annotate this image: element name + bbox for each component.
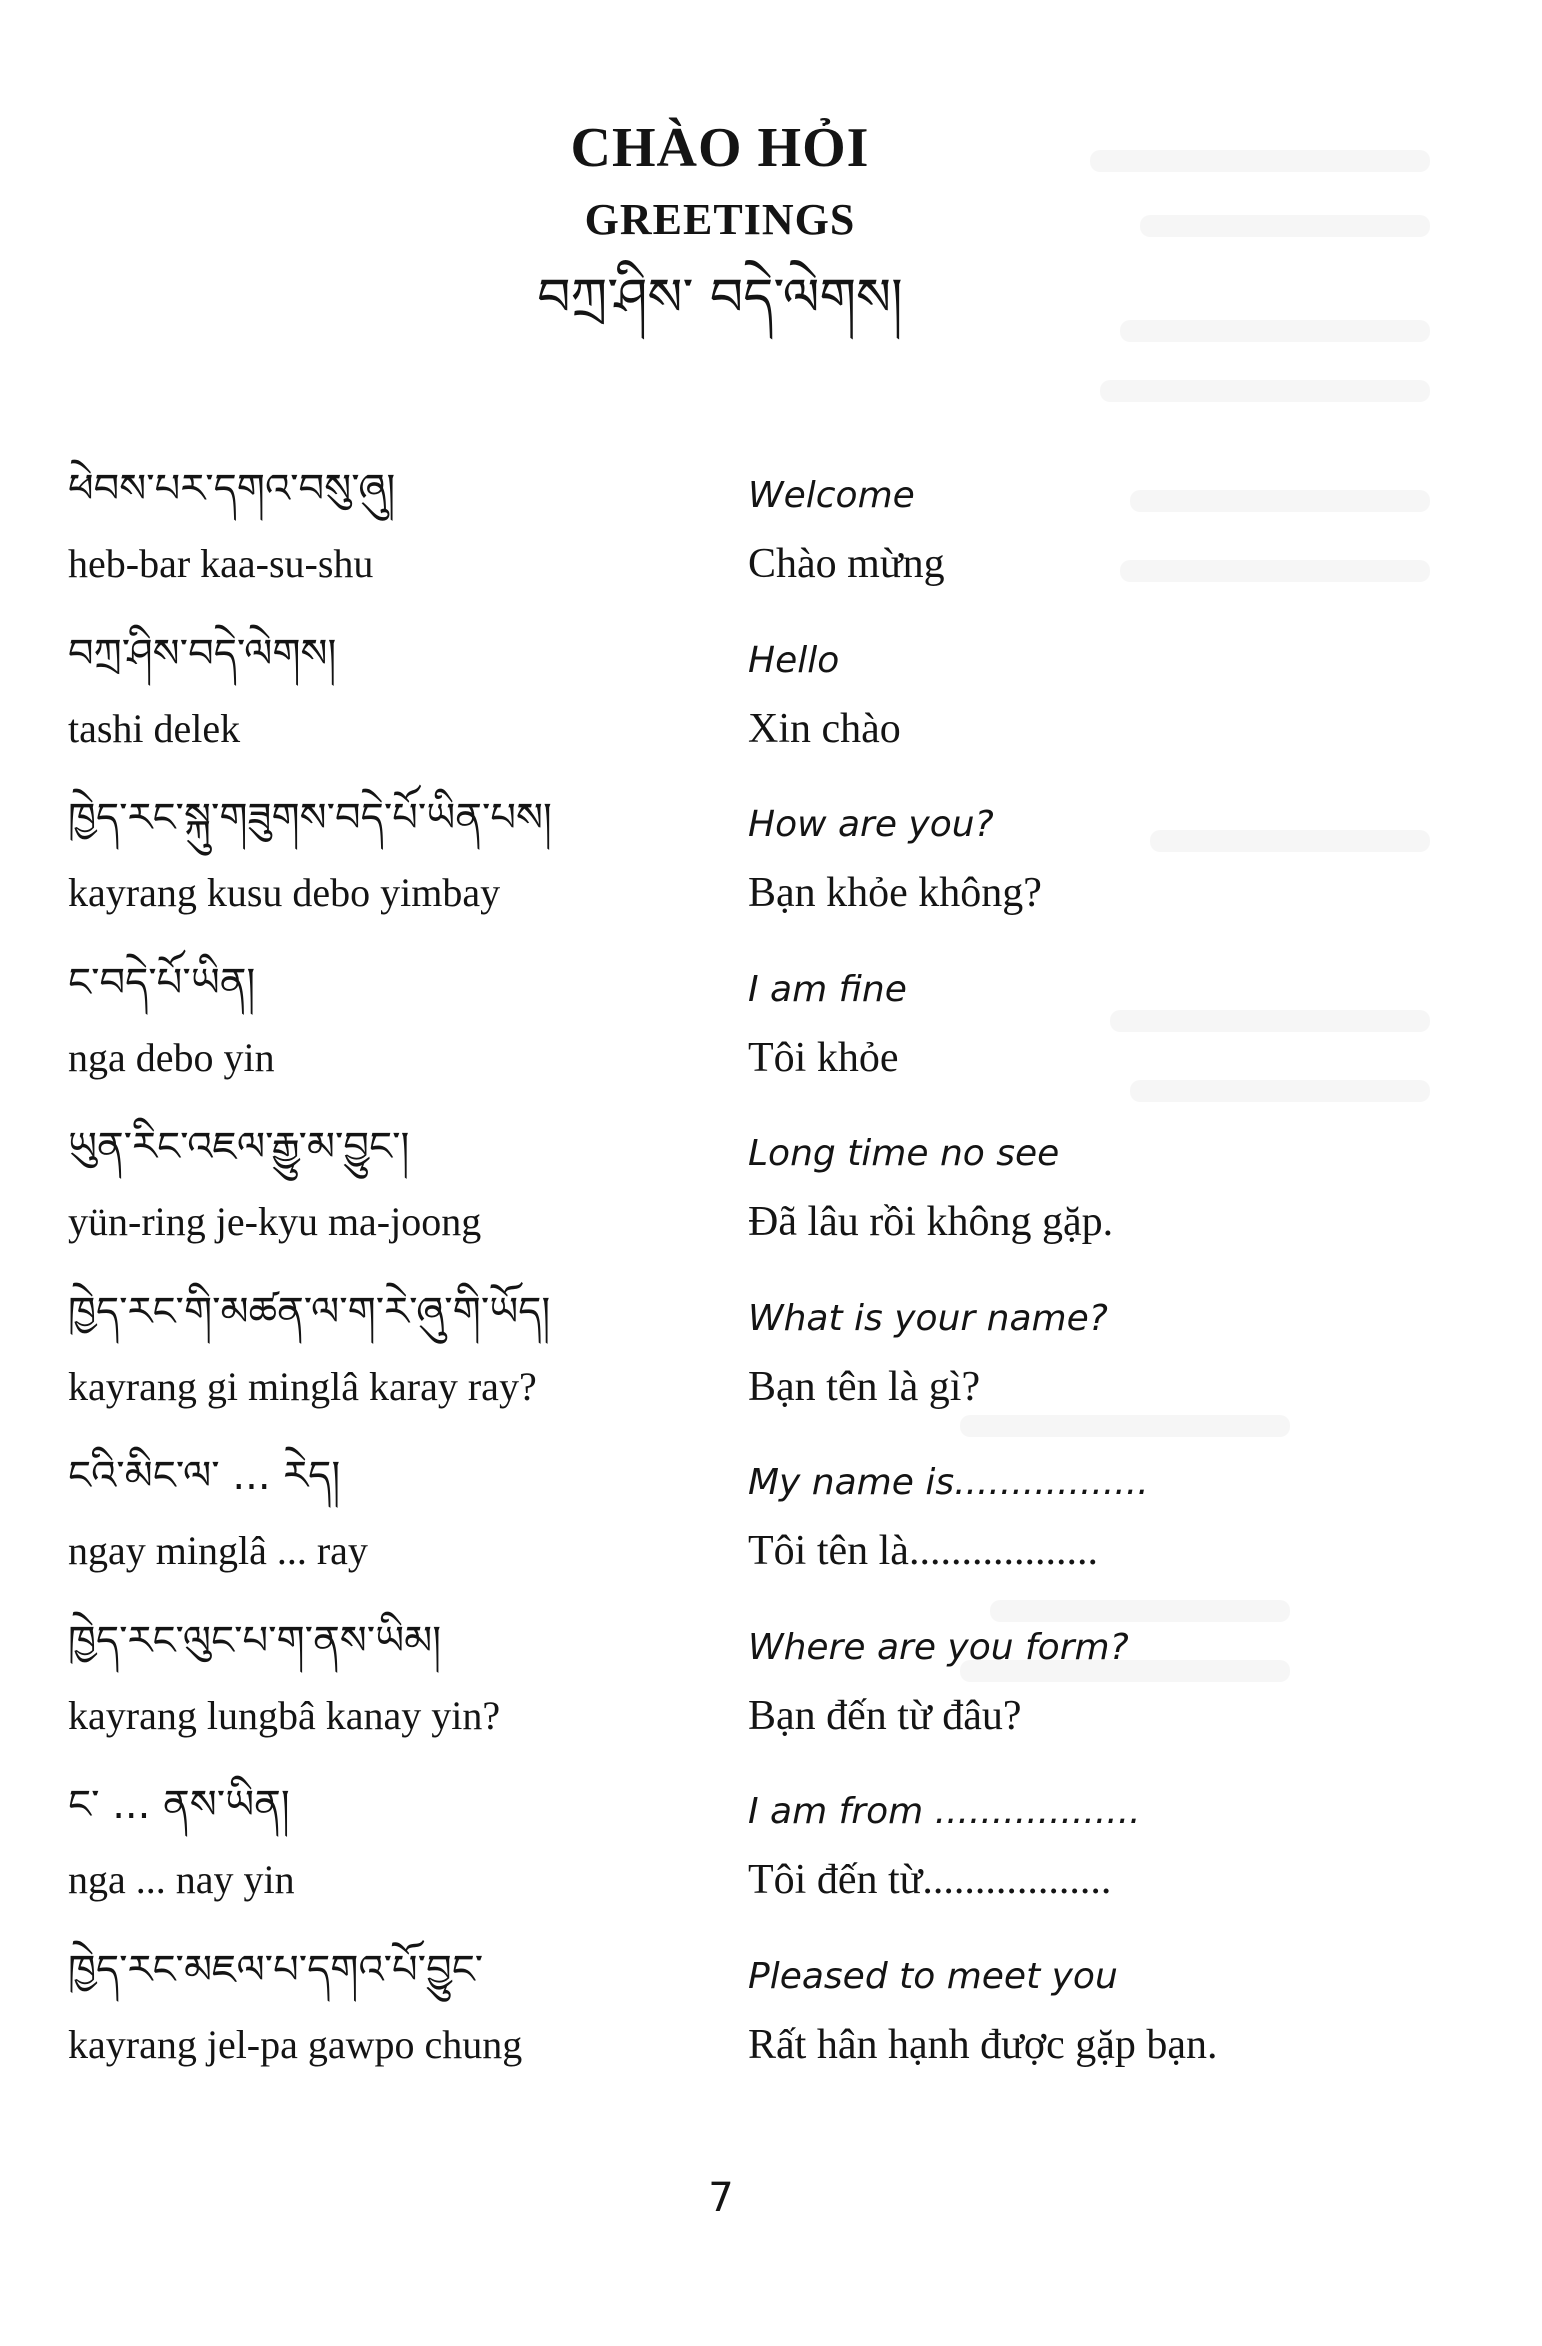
phrase-list [68,462,1468,2107]
phrase-tibetan: ང་བདེ་པོ་ཡིན། [68,959,256,1006]
phrase-romanized: yün-ring je-kyu ma-joong [68,1199,482,1244]
phrase-vietnamese: Rất hân hạnh được gặp bạn. [748,2021,1218,2068]
phrase-row [68,791,1468,956]
phrase-vietnamese: Tôi tên là.................. [748,1528,1098,1574]
phrase-romanized: ngay minglâ ... ray [68,1528,368,1573]
phrase-vietnamese: Tôi khỏe [748,1034,899,1081]
phrase-vietnamese: Xin chào [748,705,901,752]
page-number: 7 [708,2175,734,2221]
phrase-vietnamese: Tôi đến từ.................. [748,1857,1112,1903]
phrase-tibetan: བཀྲ་ཤིས་བདེ་ལེགས། [68,630,337,677]
phrase-vietnamese: Chào mừng [748,541,945,587]
phrase-row [68,1614,1468,1779]
title-english: GREETINGS [584,195,856,244]
phrase-tibetan: ཁྱེད་རང་ལུང་པ་ག་ནས་ཡིམ། [68,1617,442,1664]
phrase-tibetan: ང་ ... ནས་ཡིན། [68,1782,290,1828]
page-header [0,117,1440,328]
phrase-row [68,462,1468,627]
phrase-english: Long time no see [748,1133,1060,1174]
phrase-tibetan: ཁྱེད་རང་སྐུ་གཟུགས་བདེ་པོ་ཡིན་པས། [68,795,552,841]
phrase-english: How are you? [748,804,994,845]
phrase-english: Hello [748,639,840,681]
phrase-tibetan: ཕེབས་པར་དགའ་བསུ་ཞུ། [68,466,396,512]
phrase-row [68,956,1468,1121]
phrase-row [68,1778,1468,1943]
phrase-row [68,1285,1468,1450]
phrase-romanized: heb-bar kaa-su-shu [68,541,374,586]
title-vietnamese: CHÀO HỎI [570,117,870,179]
phrase-english: What is your name? [748,1297,1108,1339]
phrase-english: I am from .................. [748,1791,1141,1832]
phrase-row [68,1943,1468,2108]
phrase-romanized: kayrang lungbâ kanay yin? [68,1692,501,1738]
phrase-row [68,1449,1468,1614]
phrase-english: Pleased to meet you [748,1955,1118,1997]
phrase-vietnamese: Bạn tên là gì? [748,1363,981,1410]
phrase-tibetan: ཁྱེད་རང་གི་མཚན་ལ་ག་རེ་ཞུ་གི་ཡོད། [68,1288,551,1335]
phrase-romanized: tashi delek [68,705,241,751]
phrase-row [68,1120,1468,1285]
phrase-romanized: nga debo yin [68,1034,275,1080]
phrase-romanized: nga ... nay yin [68,1857,295,1902]
phrase-tibetan: ངའི་མིང་ལ་ ... རེད། [68,1453,341,1499]
phrase-romanized: kayrang jel-pa gawpo chung [68,2021,523,2067]
phrase-vietnamese: Đã lâu rồi không gặp. [748,1199,1114,1245]
phrase-row [68,627,1468,792]
phrase-romanized: kayrang gi minglâ karay ray? [68,1363,537,1409]
phrase-english: My name is................. [748,1462,1149,1503]
phrase-english: Welcome [748,475,915,516]
phrase-vietnamese: Bạn khỏe không? [748,870,1042,916]
phrase-english: Where are you form? [748,1626,1129,1668]
phrase-romanized: kayrang kusu debo yimbay [68,870,501,915]
phrase-tibetan: ཁྱེད་རང་མཇལ་པ་དགའ་པོ་བྱུང་ [68,1946,484,1993]
title-tibetan: བཀྲ་ཤིས་ བདེ་ལེགས། [537,268,903,328]
phrase-tibetan: ཡུན་རིང་འཇལ་རྒྱུ་མ་བྱུང་། [68,1124,410,1170]
phrase-english: I am fine [748,968,907,1010]
phrase-vietnamese: Bạn đến từ đâu? [748,1692,1022,1739]
